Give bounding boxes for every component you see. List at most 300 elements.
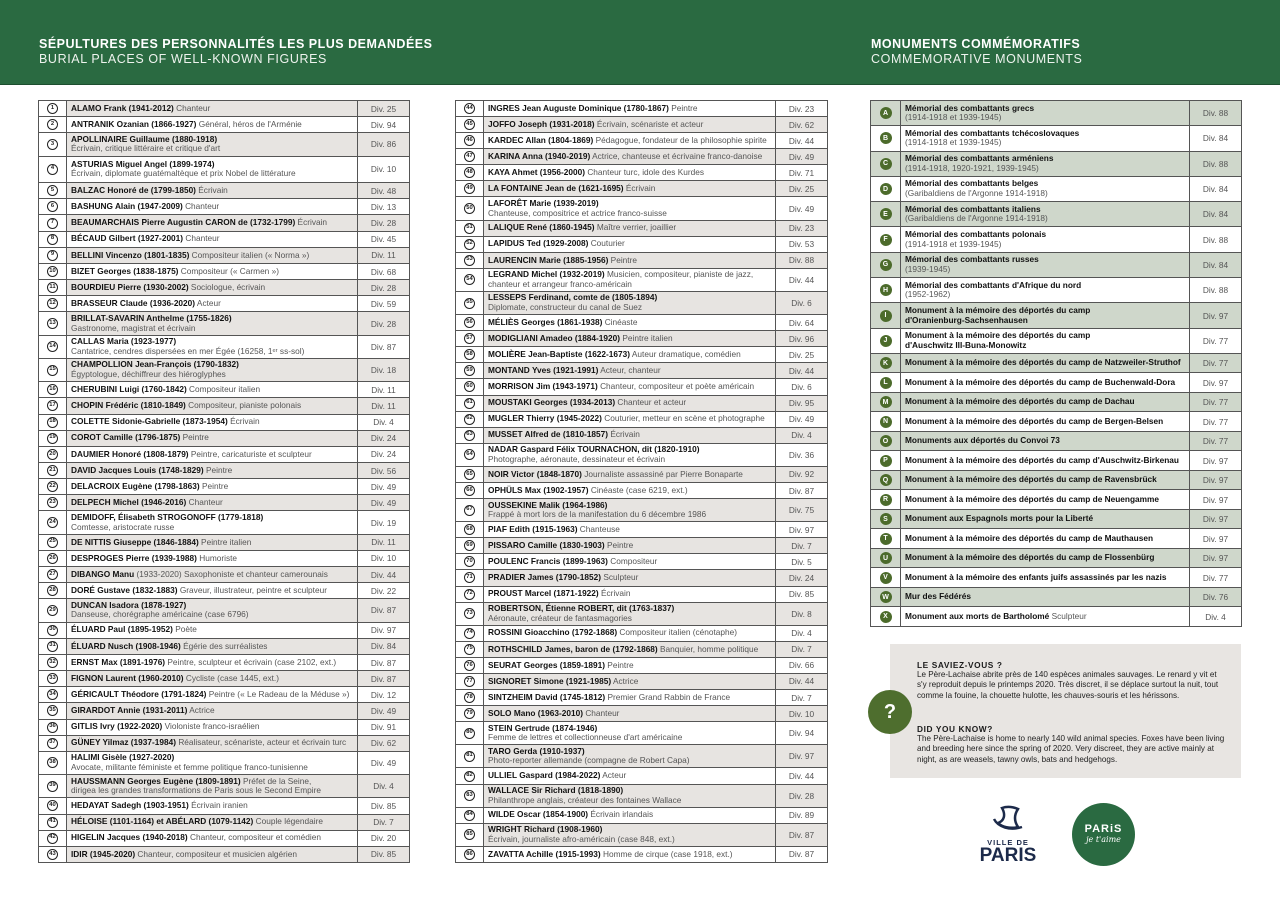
name-line xyxy=(488,525,771,535)
person-name: BIZET Georges (1838-1875) xyxy=(71,265,179,276)
person-description: (1933-2020) Saxophoniste et chanteur camerounais xyxy=(136,568,328,579)
number-cell xyxy=(39,752,67,774)
person-description: Compositeur, pianiste polonais xyxy=(188,400,302,411)
number-badge: 72 xyxy=(464,589,475,600)
number-badge: 44 xyxy=(464,103,475,114)
division-cell: Div. 4 xyxy=(1205,611,1226,622)
number-badge: 45 xyxy=(464,119,475,130)
monument-name: Mémorial des combattants d'Afrique du nord xyxy=(905,279,1082,290)
name-line xyxy=(488,810,771,820)
person-name: MOUSTAKI Georges (1934-2013) xyxy=(488,397,616,408)
number-badge: 32 xyxy=(47,657,58,668)
division-cell: Div. 49 xyxy=(358,495,409,510)
division-cell: Div. 77 xyxy=(1190,354,1241,373)
person-description: Compositeur italien (cénotaphe) xyxy=(619,627,738,638)
person-description: Peintre, caricaturiste et sculpteur xyxy=(190,448,312,459)
name-cell xyxy=(67,199,358,214)
letter-cell xyxy=(871,588,901,607)
name-line xyxy=(71,385,353,395)
name-cell xyxy=(484,824,776,846)
person-name: KARINA Anna (1940-2019) xyxy=(488,150,591,161)
table-row xyxy=(39,447,409,463)
name-cell xyxy=(484,808,776,823)
name-line xyxy=(71,417,353,427)
number-cell xyxy=(39,798,67,813)
name-cell xyxy=(67,382,358,397)
person-name: BELLINI Vincenzo (1801-1835) xyxy=(71,249,190,260)
person-description: Acteur xyxy=(196,298,221,309)
monument-name-cell xyxy=(901,354,1190,373)
monument-name: Monument à la mémoire des déportés du camp d'Auschwitz-Birkenau xyxy=(905,454,1179,465)
person-name: MONTAND Yves (1921-1991) xyxy=(488,365,599,376)
person-name: COROT Camille (1796-1875) xyxy=(71,432,181,443)
number-badge: 3 xyxy=(47,139,58,150)
name-cell xyxy=(67,264,358,279)
division-cell: Div. 87 xyxy=(370,341,397,352)
number-cell xyxy=(39,336,67,358)
table-row xyxy=(39,535,409,551)
number-cell xyxy=(39,599,67,621)
name-line xyxy=(488,334,771,344)
person-name: COLETTE Sidonie-Gabrielle (1873-1954) xyxy=(71,416,228,427)
table-row xyxy=(456,658,827,674)
person-description: Chanteur xyxy=(188,497,223,508)
person-name: LESSEPS Ferdinand, comte de (1805-1894) xyxy=(488,292,658,303)
monument-row xyxy=(871,177,1241,202)
person-description: Actrice xyxy=(189,705,215,716)
monument-row xyxy=(871,278,1241,303)
name-line xyxy=(71,833,353,843)
number-badge: 60 xyxy=(464,381,475,392)
monument-name: Monument à la mémoire des déportés du camp de Buchenwald-Dora xyxy=(905,376,1176,387)
table-row xyxy=(456,847,827,862)
name-line xyxy=(488,104,771,114)
table-row xyxy=(39,567,409,583)
table-row xyxy=(456,745,827,768)
monument-subtitle: (1939-1945) xyxy=(905,263,951,274)
division-cell: Div. 25 xyxy=(788,349,815,360)
table-row xyxy=(456,315,827,331)
table-row xyxy=(39,133,409,156)
letter-badge: O xyxy=(880,435,892,447)
burials-title: SÉPULTURES DES PERSONNALITÉS LES PLUS DEMANDÉES xyxy=(39,37,433,51)
letter-badge: S xyxy=(880,513,892,525)
person-name: DELPECH Michel (1946-2016) xyxy=(71,497,187,508)
division-cell: Div. 87 xyxy=(358,599,409,621)
number-cell xyxy=(39,415,67,430)
name-line xyxy=(905,495,1185,505)
name-line xyxy=(488,223,771,233)
monument-row xyxy=(871,549,1241,569)
division-cell: Div. 77 xyxy=(1190,432,1241,451)
name-cell xyxy=(484,181,776,196)
person-description: Violoniste franco-israélien xyxy=(164,721,260,732)
person-name: DAUMIER Honoré (1808-1879) xyxy=(71,448,189,459)
person-name: ULLIEL Gaspard (1984-2022) xyxy=(488,770,601,781)
letter-cell xyxy=(871,373,901,392)
monument-row xyxy=(871,393,1241,413)
division-cell: Div. 11 xyxy=(358,248,409,263)
number-cell xyxy=(39,398,67,413)
number-cell xyxy=(39,639,67,654)
person-description-line2: Égyptologue, déchiffreur des hiéroglyphes xyxy=(71,369,226,380)
name-line xyxy=(71,554,353,564)
number-badge: 55 xyxy=(464,298,475,309)
number-cell xyxy=(39,655,67,670)
division-cell: Div. 24 xyxy=(776,570,827,585)
person-name: WILDE Oscar (1854-1900) xyxy=(488,809,589,820)
number-cell xyxy=(456,554,484,569)
division-cell: Div. 7 xyxy=(358,815,409,830)
table-row xyxy=(39,687,409,703)
ville-de-text: VILLE DE xyxy=(987,838,1029,847)
division-cell: Div. 84 xyxy=(1190,253,1241,277)
number-badge: 79 xyxy=(464,708,475,719)
person-name: DAVID Jacques Louis (1748-1829) xyxy=(71,464,204,475)
monument-name: Mémorial des combattants belges xyxy=(905,178,1039,189)
table-row xyxy=(456,237,827,253)
division-cell: Div. 49 xyxy=(370,481,397,492)
paris-jtm-bottom: je t'aime xyxy=(1086,835,1121,844)
number-cell xyxy=(456,467,484,482)
number-badge: 52 xyxy=(464,239,475,250)
table-row xyxy=(456,117,827,133)
person-description: Sculpteur xyxy=(603,572,639,583)
name-cell xyxy=(484,587,776,602)
number-badge: 64 xyxy=(464,449,475,460)
person-description: Sociologue, écrivain xyxy=(190,281,266,292)
person-description: Cycliste (case 1445, ext.) xyxy=(185,672,279,683)
person-name: GÜNEY Yilmaz (1937-1984) xyxy=(71,737,176,748)
division-cell: Div. 97 xyxy=(1190,303,1241,327)
monument-row xyxy=(871,227,1241,252)
monument-name-cell xyxy=(901,177,1190,201)
table-row xyxy=(456,428,827,444)
table-row xyxy=(39,775,409,798)
number-badge: 30 xyxy=(47,625,58,636)
monument-name: Mémorial des combattants polonais xyxy=(905,229,1047,240)
person-name: BÉCAUD Gilbert (1927-2001) xyxy=(71,233,184,244)
number-cell xyxy=(456,221,484,236)
division-cell: Div. 49 xyxy=(358,703,409,718)
name-cell xyxy=(67,336,358,358)
table-row xyxy=(456,785,827,808)
person-description: Écrivain xyxy=(625,183,656,194)
person-description: Écrivain xyxy=(230,416,260,427)
person-name: DEMIDOFF, Élisabeth STROGONOFF (1779-1818) xyxy=(71,511,264,522)
number-badge: 36 xyxy=(47,722,58,733)
person-name: APOLLINAIRE Guillaume (1880-1918) xyxy=(71,133,218,144)
name-cell xyxy=(484,847,776,862)
number-badge: 82 xyxy=(464,771,475,782)
name-cell xyxy=(484,499,776,521)
number-cell xyxy=(456,674,484,689)
name-cell xyxy=(484,428,776,443)
person-name: ÉLUARD Paul (1895-1952) xyxy=(71,624,173,635)
letter-badge: G xyxy=(880,259,892,271)
number-badge: 34 xyxy=(47,689,58,700)
number-badge: 4 xyxy=(47,164,58,175)
letter-badge: H xyxy=(880,284,892,296)
letter-cell xyxy=(871,529,901,548)
name-line xyxy=(71,450,353,460)
monument-name-cell xyxy=(901,432,1190,451)
person-description-line2: Avocate, militante féministe et femme politique franco-tunisienne xyxy=(71,761,308,772)
monument-row xyxy=(871,588,1241,608)
letter-badge: X xyxy=(880,611,892,623)
person-description: Auteur dramatique, comédien xyxy=(631,349,741,360)
number-cell xyxy=(39,199,67,214)
monument-name-line2: d'Auschwitz III-Buna-Monowitz xyxy=(905,339,1027,350)
monument-row xyxy=(871,510,1241,530)
division-cell: Div. 75 xyxy=(776,499,827,521)
person-name: GITLIS Ivry (1922-2020) xyxy=(71,721,163,732)
en-title: DID YOU KNOW? xyxy=(917,724,993,734)
letter-cell xyxy=(871,451,901,470)
name-line xyxy=(488,771,771,781)
table-row xyxy=(39,264,409,280)
division-cell: Div. 77 xyxy=(1190,393,1241,412)
name-cell xyxy=(67,511,358,533)
number-badge: 13 xyxy=(47,318,58,329)
division-cell: Div. 44 xyxy=(358,567,409,582)
name-cell xyxy=(67,623,358,638)
name-line xyxy=(488,256,771,266)
monument-name-cell xyxy=(901,278,1190,302)
person-name: ÉLUARD Nusch (1908-1946) xyxy=(71,640,181,651)
name-line xyxy=(488,168,771,178)
monument-name-cell xyxy=(901,412,1190,431)
table-row xyxy=(39,415,409,431)
name-line xyxy=(71,801,353,811)
number-cell xyxy=(456,483,484,498)
person-description-line2: Photo-reporter allemande (compagne de Robert Capa) xyxy=(488,755,690,766)
person-description: Homme de cirque (case 1918, ext.) xyxy=(602,848,733,859)
number-badge: 24 xyxy=(47,517,58,528)
table-row xyxy=(456,221,827,237)
name-line xyxy=(905,397,1185,407)
person-name: LA FONTAINE Jean de (1621-1695) xyxy=(488,183,624,194)
division-cell: Div. 84 xyxy=(358,639,409,654)
name-line xyxy=(488,557,771,567)
name-line xyxy=(71,817,353,827)
letter-badge: M xyxy=(880,396,892,408)
person-name: ASTURIAS Miguel Angel (1899-1974) xyxy=(71,158,215,169)
person-description-line2: Philanthrope anglais, créateur des fontaines Wallace xyxy=(488,794,682,805)
person-name: DE NITTIS Giuseppe (1846-1884) xyxy=(71,536,199,547)
monument-name-cell xyxy=(901,373,1190,392)
division-cell: Div. 76 xyxy=(1190,588,1241,607)
table-row xyxy=(456,538,827,554)
burials-table-middle xyxy=(455,100,828,863)
name-cell xyxy=(484,197,776,219)
monuments-title: MONUMENTS COMMÉMORATIFS xyxy=(871,37,1081,51)
name-line xyxy=(488,541,771,551)
monument-row xyxy=(871,354,1241,374)
person-name: MORRISON Jim (1943-1971) xyxy=(488,381,598,392)
monument-name-cell xyxy=(901,471,1190,490)
number-badge: 11 xyxy=(47,282,58,293)
number-badge: 6 xyxy=(47,201,58,212)
person-description-line2: Danseuse, chorégraphe américaine (case 6796) xyxy=(71,609,249,620)
number-cell xyxy=(456,117,484,132)
table-row xyxy=(39,398,409,414)
table-row xyxy=(39,382,409,398)
name-line xyxy=(488,136,771,146)
table-row xyxy=(39,199,409,215)
name-cell xyxy=(484,785,776,807)
person-description: Peintre xyxy=(201,480,229,491)
division-cell: Div. 4 xyxy=(358,775,409,797)
monument-name-cell xyxy=(901,303,1190,327)
number-cell xyxy=(39,280,67,295)
number-cell xyxy=(456,292,484,314)
number-badge: 7 xyxy=(47,218,58,229)
number-cell xyxy=(456,626,484,641)
name-cell xyxy=(67,232,358,247)
letter-cell xyxy=(871,471,901,490)
table-row xyxy=(456,808,827,824)
number-badge: 1 xyxy=(47,103,58,114)
name-line xyxy=(905,573,1185,583)
number-cell xyxy=(456,570,484,585)
name-cell xyxy=(484,412,776,427)
number-cell xyxy=(39,479,67,494)
name-line xyxy=(905,592,1185,602)
name-cell xyxy=(484,117,776,132)
monument-name-cell xyxy=(901,529,1190,548)
division-cell: Div. 84 xyxy=(1190,202,1241,226)
name-cell xyxy=(67,157,358,183)
table-row xyxy=(456,824,827,847)
person-name: GÉRICAULT Théodore (1791-1824) xyxy=(71,689,207,700)
person-description: Couturier, metteur en scène et photographe xyxy=(604,413,765,424)
division-cell: Div. 95 xyxy=(776,396,827,411)
table-row xyxy=(456,101,827,117)
table-row xyxy=(456,253,827,269)
person-name: OPHÜLS Max (1902-1957) xyxy=(488,484,589,495)
table-row xyxy=(39,157,409,184)
division-cell: Div. 77 xyxy=(1202,416,1229,427)
person-name: PROUST Marcel (1871-1922) xyxy=(488,588,599,599)
monument-name-cell xyxy=(901,393,1190,412)
number-badge: 51 xyxy=(464,223,475,234)
monument-name: Mémorial des combattants grecs xyxy=(905,102,1035,113)
person-description: Chanteur turc, idole des Kurdes xyxy=(587,167,704,178)
number-cell xyxy=(39,157,67,183)
person-description: Premier Grand Rabbin de France xyxy=(607,691,731,702)
name-line xyxy=(905,553,1185,563)
name-cell xyxy=(67,775,358,797)
name-cell xyxy=(67,248,358,263)
person-description-line2: dirigea les grandes transformations de Paris sous le Second Empire xyxy=(71,785,321,796)
person-description-line2: Écrivain, journaliste afro-américain (case 848, ext.) xyxy=(488,833,675,844)
number-cell xyxy=(39,215,67,230)
monument-row xyxy=(871,253,1241,278)
table-row xyxy=(39,117,409,133)
division-cell: Div. 11 xyxy=(358,535,409,550)
number-cell xyxy=(39,623,67,638)
person-description: Peintre italien xyxy=(201,536,252,547)
letter-cell xyxy=(871,393,901,412)
number-badge: 47 xyxy=(464,151,475,162)
table-row xyxy=(456,412,827,428)
person-description: Humoriste xyxy=(199,552,238,563)
monument-row xyxy=(871,152,1241,177)
person-description: Égérie des surréalistes xyxy=(183,640,268,651)
letter-badge: N xyxy=(880,416,892,428)
division-cell: Div. 10 xyxy=(776,706,827,721)
number-cell xyxy=(456,722,484,744)
name-line xyxy=(71,690,353,700)
table-row xyxy=(39,815,409,831)
monument-row xyxy=(871,471,1241,491)
person-name: MUSSET Alfred de (1810-1857) xyxy=(488,429,609,440)
division-cell: Div. 97 xyxy=(776,745,827,767)
name-line xyxy=(488,486,771,496)
name-cell xyxy=(67,720,358,735)
table-row xyxy=(456,483,827,499)
name-line xyxy=(71,433,353,443)
number-badge: 66 xyxy=(464,485,475,496)
name-cell xyxy=(67,431,358,446)
division-cell: Div. 4 xyxy=(791,628,812,639)
division-cell: Div. 96 xyxy=(776,331,827,346)
table-row xyxy=(39,431,409,447)
table-row xyxy=(39,511,409,534)
name-line xyxy=(488,628,771,638)
name-line xyxy=(488,470,771,480)
monument-name: Monument à la mémoire des déportés du camp de Mauthausen xyxy=(905,532,1154,543)
paris-text: PARIS xyxy=(979,845,1037,866)
number-cell xyxy=(39,703,67,718)
name-line xyxy=(488,573,771,583)
division-cell: Div. 10 xyxy=(370,553,397,564)
number-cell xyxy=(456,379,484,394)
person-name: ANTRANIK Ozanian (1866-1927) xyxy=(71,118,197,129)
person-name: STEIN Gertrude (1874-1946) xyxy=(488,722,598,733)
name-cell xyxy=(484,379,776,394)
name-line xyxy=(71,267,353,277)
person-name: DORÉ Gustave (1832-1883) xyxy=(71,584,178,595)
monument-name: Mémorial des combattants arméniens xyxy=(905,153,1054,164)
monument-row xyxy=(871,529,1241,549)
division-cell: Div. 7 xyxy=(776,538,827,553)
number-cell xyxy=(456,181,484,196)
name-line xyxy=(71,570,353,580)
table-row xyxy=(456,706,827,722)
person-description: Peintre xyxy=(607,659,634,670)
division-cell: Div. 89 xyxy=(788,810,815,821)
name-cell xyxy=(67,296,358,311)
number-badge: 31 xyxy=(47,641,58,652)
number-cell xyxy=(39,312,67,334)
name-cell xyxy=(67,183,358,198)
number-cell xyxy=(456,444,484,466)
number-badge: 8 xyxy=(47,234,58,245)
number-badge: 25 xyxy=(47,537,58,548)
number-badge: 17 xyxy=(47,400,58,411)
division-cell: Div. 97 xyxy=(1202,455,1229,466)
table-row xyxy=(39,248,409,264)
name-line xyxy=(71,658,353,668)
monument-row xyxy=(871,303,1241,328)
monument-row xyxy=(871,412,1241,432)
table-row xyxy=(456,674,827,690)
question-icon: ? xyxy=(868,690,912,734)
name-line xyxy=(71,738,353,748)
person-description: Peintre, sculpteur et écrivain (case 2102, ext.) xyxy=(167,656,337,667)
